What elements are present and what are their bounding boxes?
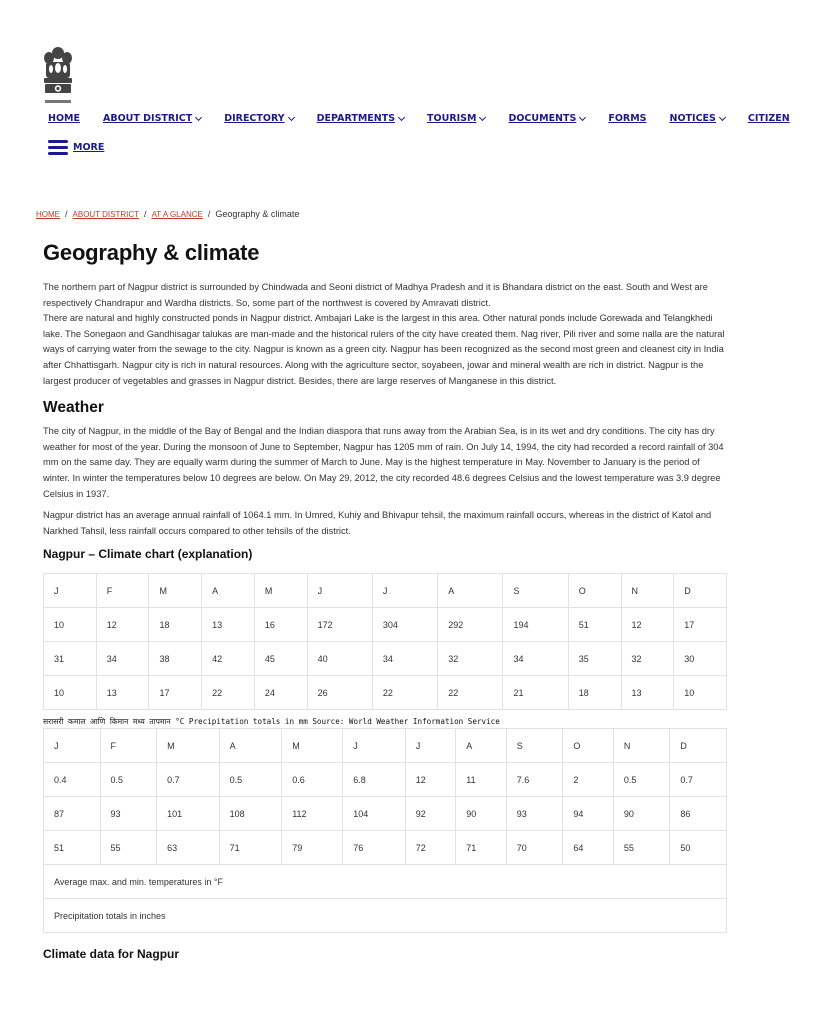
table-cell: 92 [405, 797, 456, 831]
main-content [43, 240, 727, 961]
table-cell: 172 [307, 608, 372, 642]
breadcrumb-separator: / [144, 209, 147, 219]
page-title: Geography & climate [43, 240, 260, 265]
table-cell: 12 [96, 608, 149, 642]
chevron-down-icon [398, 113, 405, 120]
table-note-precipitation: Precipitation totals in inches [44, 899, 727, 933]
climate-table-caption: सरासरी कमाल आणि किमान मध्य तापमान °C Precipitation totals in mm Source: World Weather Information Service [43, 717, 500, 727]
table-cell: 51 [568, 608, 621, 642]
breadcrumb-home[interactable]: HOME [36, 209, 60, 219]
month-header-cell: O [568, 574, 621, 608]
table-cell: 38 [149, 642, 202, 676]
nav-notices[interactable] [670, 113, 725, 124]
table-cell: 31 [44, 642, 97, 676]
nav-about-district-label: ABOUT DISTRICT [102, 113, 193, 124]
nav-departments-label: DEPARTMENTS [316, 113, 396, 124]
table-cell: 70 [506, 831, 563, 865]
table-cell: 0.7 [157, 763, 220, 797]
climate-chart-heading: Nagpur – Climate chart (explanation) [43, 547, 253, 562]
table-cell: 76 [343, 831, 406, 865]
table-header-row [44, 574, 727, 608]
month-header-cell: A [438, 574, 503, 608]
table-cell: 34 [372, 642, 437, 676]
month-header-cell: J [405, 729, 456, 763]
table-cell: 0.5 [100, 763, 157, 797]
chevron-down-icon [195, 113, 202, 120]
table-cell: 101 [157, 797, 220, 831]
table-cell: 13 [96, 676, 149, 710]
table-cell: 10 [44, 676, 97, 710]
chevron-down-icon [579, 113, 586, 120]
table-cell: 71 [219, 831, 282, 865]
month-header-cell: N [613, 729, 670, 763]
breadcrumb-at-a-glance[interactable]: AT A GLANCE [151, 209, 203, 219]
table-cell: 22 [372, 676, 437, 710]
table-cell: 18 [568, 676, 621, 710]
chevron-down-icon [479, 113, 486, 120]
table-cell: 10 [674, 676, 727, 710]
table-cell: 22 [202, 676, 255, 710]
table-cell: 0.5 [219, 763, 282, 797]
table-cell: 34 [96, 642, 149, 676]
national-emblem-logo[interactable] [40, 44, 76, 106]
table-cell: 64 [563, 831, 614, 865]
table-cell: 104 [343, 797, 406, 831]
nav-tourism[interactable] [427, 113, 485, 124]
table-cell: 10 [44, 608, 97, 642]
table-row [44, 831, 727, 865]
breadcrumb-separator: / [65, 209, 68, 219]
month-header-cell: M [254, 574, 307, 608]
intro-paragraph-1: The northern part of Nagpur district is surrounded by Chindwada and Seoni district of Madhya Pradesh and it is Bhandara district on the east. South and West are respectively Chandrapur and Wardha districts. So, some part of the northwest is covered by Amravati district. [43, 282, 708, 308]
nav-departments[interactable] [317, 113, 404, 124]
breadcrumb-current: Geography & climate [215, 209, 300, 219]
table-cell: 79 [282, 831, 343, 865]
table-note-temperature: Average max. and min. temperatures in °F [44, 865, 727, 899]
table-cell: 0.5 [613, 763, 670, 797]
table-cell: 90 [613, 797, 670, 831]
table-cell: 32 [621, 642, 674, 676]
nav-documents-label: DOCUMENTS [508, 113, 577, 124]
month-header-cell: D [674, 574, 727, 608]
climate-table-metric [43, 573, 727, 710]
table-cell: 35 [568, 642, 621, 676]
month-header-cell: A [219, 729, 282, 763]
table-cell: 112 [282, 797, 343, 831]
chevron-down-icon [288, 113, 295, 120]
table-cell: 30 [674, 642, 727, 676]
chevron-down-icon [719, 113, 726, 120]
table-cell: 12 [621, 608, 674, 642]
table-cell: 2 [563, 763, 614, 797]
table-cell: 55 [100, 831, 157, 865]
table-row [44, 642, 727, 676]
table-cell: 18 [149, 608, 202, 642]
table-cell: 11 [456, 763, 507, 797]
month-header-cell: F [96, 574, 149, 608]
nav-about-district[interactable] [103, 113, 201, 124]
table-cell: 90 [456, 797, 507, 831]
table-cell: 13 [621, 676, 674, 710]
month-header-cell: A [456, 729, 507, 763]
month-header-cell: S [506, 729, 563, 763]
month-header-cell: M [149, 574, 202, 608]
table-cell: 50 [670, 831, 727, 865]
table-cell: 0.6 [282, 763, 343, 797]
table-cell: 17 [149, 676, 202, 710]
month-header-cell: S [503, 574, 568, 608]
climate-data-heading: Climate data for Nagpur [43, 947, 180, 962]
intro-paragraph-2: There are natural and highly constructed ponds in Nagpur district. Ambajari Lake is the largest in this area. Other natural ponds include Gorewada and Telangkhedi lake. The Sonegaon and Gandhisagar talukas are man-made and the historical rulers of the city have created them. Nag river, Pili river and some nalla are the natural ways of carrying water from the sewage to the city. Nagpur is known as a green city. Nagpur has been recognized as the second most green and cleanest city in India after Chhattisgarh. Nagpur city is rich in natural resources. Along with the agriculture sector, soyabeen, jowar and mineral wealth are rich in district. Nagpur is the largest producer of vegetables and grasses in Nagpur district. Besides, there are large reserves of Manganese in this district. [43, 313, 725, 386]
table-cell: 26 [307, 676, 372, 710]
emblem-icon [40, 44, 76, 106]
table-cell: 55 [613, 831, 670, 865]
table-cell: 21 [503, 676, 568, 710]
nav-citizen[interactable] [748, 113, 790, 124]
table-cell: 87 [44, 797, 101, 831]
table-cell: 0.4 [44, 763, 101, 797]
table-cell: 86 [670, 797, 727, 831]
month-header-cell: J [44, 574, 97, 608]
more-label[interactable]: MORE [73, 142, 105, 153]
nav-home[interactable] [48, 113, 80, 124]
main-navigation [48, 113, 813, 124]
table-cell: 0.7 [670, 763, 727, 797]
table-row [44, 797, 727, 831]
nav-home-label: HOME [48, 113, 80, 124]
table-cell: 108 [219, 797, 282, 831]
table-row [44, 763, 727, 797]
table-cell: 34 [503, 642, 568, 676]
table-cell: 45 [254, 642, 307, 676]
table-cell: 13 [202, 608, 255, 642]
month-header-cell: M [157, 729, 220, 763]
table-cell: 71 [456, 831, 507, 865]
table-cell: 51 [44, 831, 101, 865]
table-cell: 7.6 [506, 763, 563, 797]
table-cell: 94 [563, 797, 614, 831]
breadcrumb-separator: / [207, 209, 211, 219]
month-header-cell: J [44, 729, 101, 763]
month-header-cell: J [343, 729, 406, 763]
month-header-cell: J [307, 574, 372, 608]
month-header-cell: O [563, 729, 614, 763]
hamburger-menu-icon [48, 140, 68, 155]
weather-heading: Weather [43, 399, 104, 417]
table-cell: 40 [307, 642, 372, 676]
table-cell: 12 [405, 763, 456, 797]
table-row [44, 676, 727, 710]
table-header-row [44, 729, 727, 763]
table-cell: 93 [100, 797, 157, 831]
nav-documents[interactable] [508, 113, 585, 124]
month-header-cell: N [621, 574, 674, 608]
breadcrumb [36, 209, 299, 219]
table-row [44, 608, 727, 642]
table-cell: 93 [506, 797, 563, 831]
nav-directory[interactable] [224, 113, 293, 124]
table-cell: 22 [438, 676, 503, 710]
table-cell: 63 [157, 831, 220, 865]
month-header-cell: D [670, 729, 727, 763]
table-cell: 304 [372, 608, 437, 642]
nav-forms-label: FORMS [608, 113, 647, 124]
month-header-cell: A [202, 574, 255, 608]
table-cell: 6.8 [343, 763, 406, 797]
table-cell: 292 [438, 608, 503, 642]
table-cell: 24 [254, 676, 307, 710]
nav-directory-label: DIRECTORY [224, 113, 285, 124]
nav-tourism-label: TOURISM [427, 113, 477, 124]
table-cell: 194 [503, 608, 568, 642]
month-header-cell: F [100, 729, 157, 763]
climate-table-imperial [43, 728, 727, 933]
nav-notices-label: NOTICES [669, 113, 716, 124]
month-header-cell: J [372, 574, 437, 608]
more-menu-button[interactable] [48, 140, 104, 155]
table-cell: 17 [674, 608, 727, 642]
breadcrumb-about-district[interactable]: ABOUT DISTRICT [72, 209, 140, 219]
table-cell: 42 [202, 642, 255, 676]
table-cell: 72 [405, 831, 456, 865]
weather-paragraph-1: The city of Nagpur, in the middle of the Bay of Bengal and the Indian diaspora that runs away from the Arabian Sea, is in its wet and dry conditions. The city has dry weather for most of the year. During the monsoon of June to September, Nagpur has 1205 mm of rain. On July 14, 1994, the city had recorded a record rainfall of 304 mm on the same day. They are equally warm during the summer of March to June. May is the highest temperature in May. November to January is the period of winter. In winter the temperatures below 10 degrees are below. On May 29, 2012, the city recorded 48.6 degrees Celsius and the lowest temperature was 3.9 degree Celsius in 1937. [43, 426, 724, 499]
table-cell: 32 [438, 642, 503, 676]
table-cell: 16 [254, 608, 307, 642]
nav-citizen-label: CITIZEN [747, 113, 790, 124]
month-header-cell: M [282, 729, 343, 763]
weather-paragraph-2: Nagpur district has an average annual rainfall of 1064.1 mm. In Umred, Kuhiy and Bhivapur tehsil, the maximum rainfall occurs, whereas in the district of Katol and Narkhed Tahsil, less rainfall occurs compared to other tehsils of the district. [43, 510, 712, 536]
nav-forms[interactable] [608, 113, 646, 124]
